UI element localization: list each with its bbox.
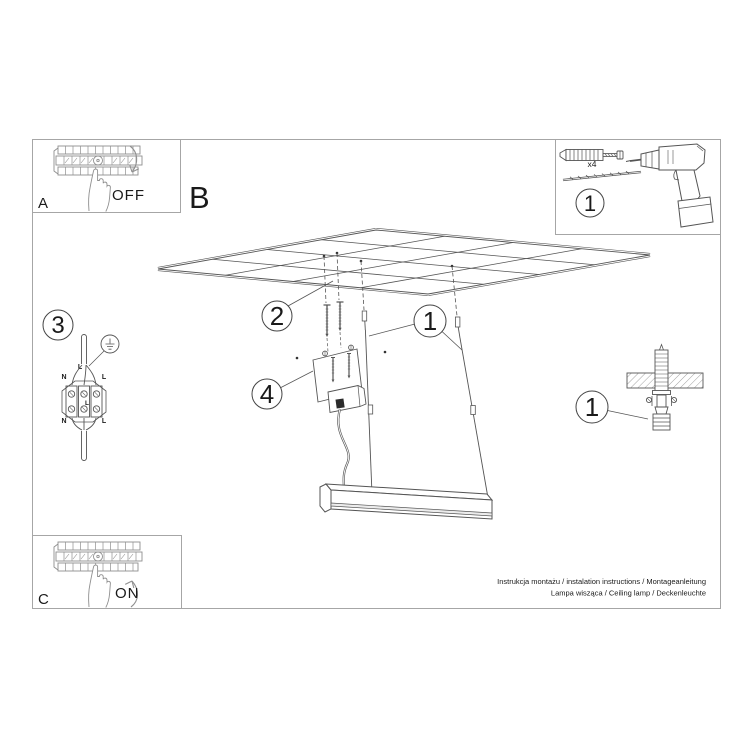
footer-line2: Lampa wisząca / Ceiling lamp / Deckenleuchte <box>550 588 706 598</box>
callout-ceiling-badge <box>262 301 292 331</box>
callout-anchor-detail-number: 1 <box>584 392 600 422</box>
wire-label-l-mid: L <box>85 400 89 407</box>
ground-symbol-icon <box>89 335 119 366</box>
wire-label-n-top: N <box>61 374 67 381</box>
power-cord <box>338 409 348 487</box>
arrow-down-icon <box>130 146 139 172</box>
step-a-state-label: OFF <box>112 187 145 204</box>
step-a-label: A <box>38 195 49 212</box>
callout-anchor-detail-badge <box>576 391 608 423</box>
layout-frame <box>33 140 721 609</box>
suspension-wires <box>361 261 488 495</box>
ceiling-grid <box>158 228 651 295</box>
wire-label-n-bottom: N <box>61 418 67 425</box>
step-c-panel <box>38 542 142 608</box>
wiring-diagram <box>43 310 119 461</box>
footer-caption <box>497 577 706 598</box>
terminal-block <box>62 381 106 422</box>
kit-box <box>560 144 713 227</box>
wire-label-l-top: L <box>77 364 83 371</box>
mounting-screws <box>324 253 344 352</box>
lamp-bar <box>320 484 492 519</box>
callout-canopy-badge <box>252 379 282 409</box>
step-c-state-label: ON <box>115 585 140 602</box>
drill-icon <box>626 144 713 227</box>
step-a-panel <box>38 146 145 212</box>
step-b-label: B <box>189 180 210 215</box>
footer-line1: Instrukcja montażu / instalation instructions / Montageanleitung <box>497 577 706 586</box>
drill-bit-icon <box>563 171 641 180</box>
screw-icon <box>337 302 344 331</box>
kit-callout-number: 1 <box>583 191 597 216</box>
callout-ceiling-number: 2 <box>269 301 285 331</box>
wiring-callout-number: 3 <box>51 312 65 339</box>
canopy <box>296 345 387 487</box>
callout-suspension-badge <box>414 305 446 337</box>
wall-plug-section-icon <box>653 345 671 395</box>
kit-callout-badge <box>576 189 604 217</box>
wire-label-live-bottom: L <box>101 418 107 425</box>
callout-canopy-number: 4 <box>259 379 275 409</box>
step-c-label: C <box>38 591 49 608</box>
suspension-hanger-icon <box>646 395 676 430</box>
screw-icon <box>324 305 331 337</box>
anchor-count-label: x4 <box>587 159 597 169</box>
callout-suspension-number: 1 <box>422 306 438 336</box>
wire-label-live-top: L <box>101 374 107 381</box>
